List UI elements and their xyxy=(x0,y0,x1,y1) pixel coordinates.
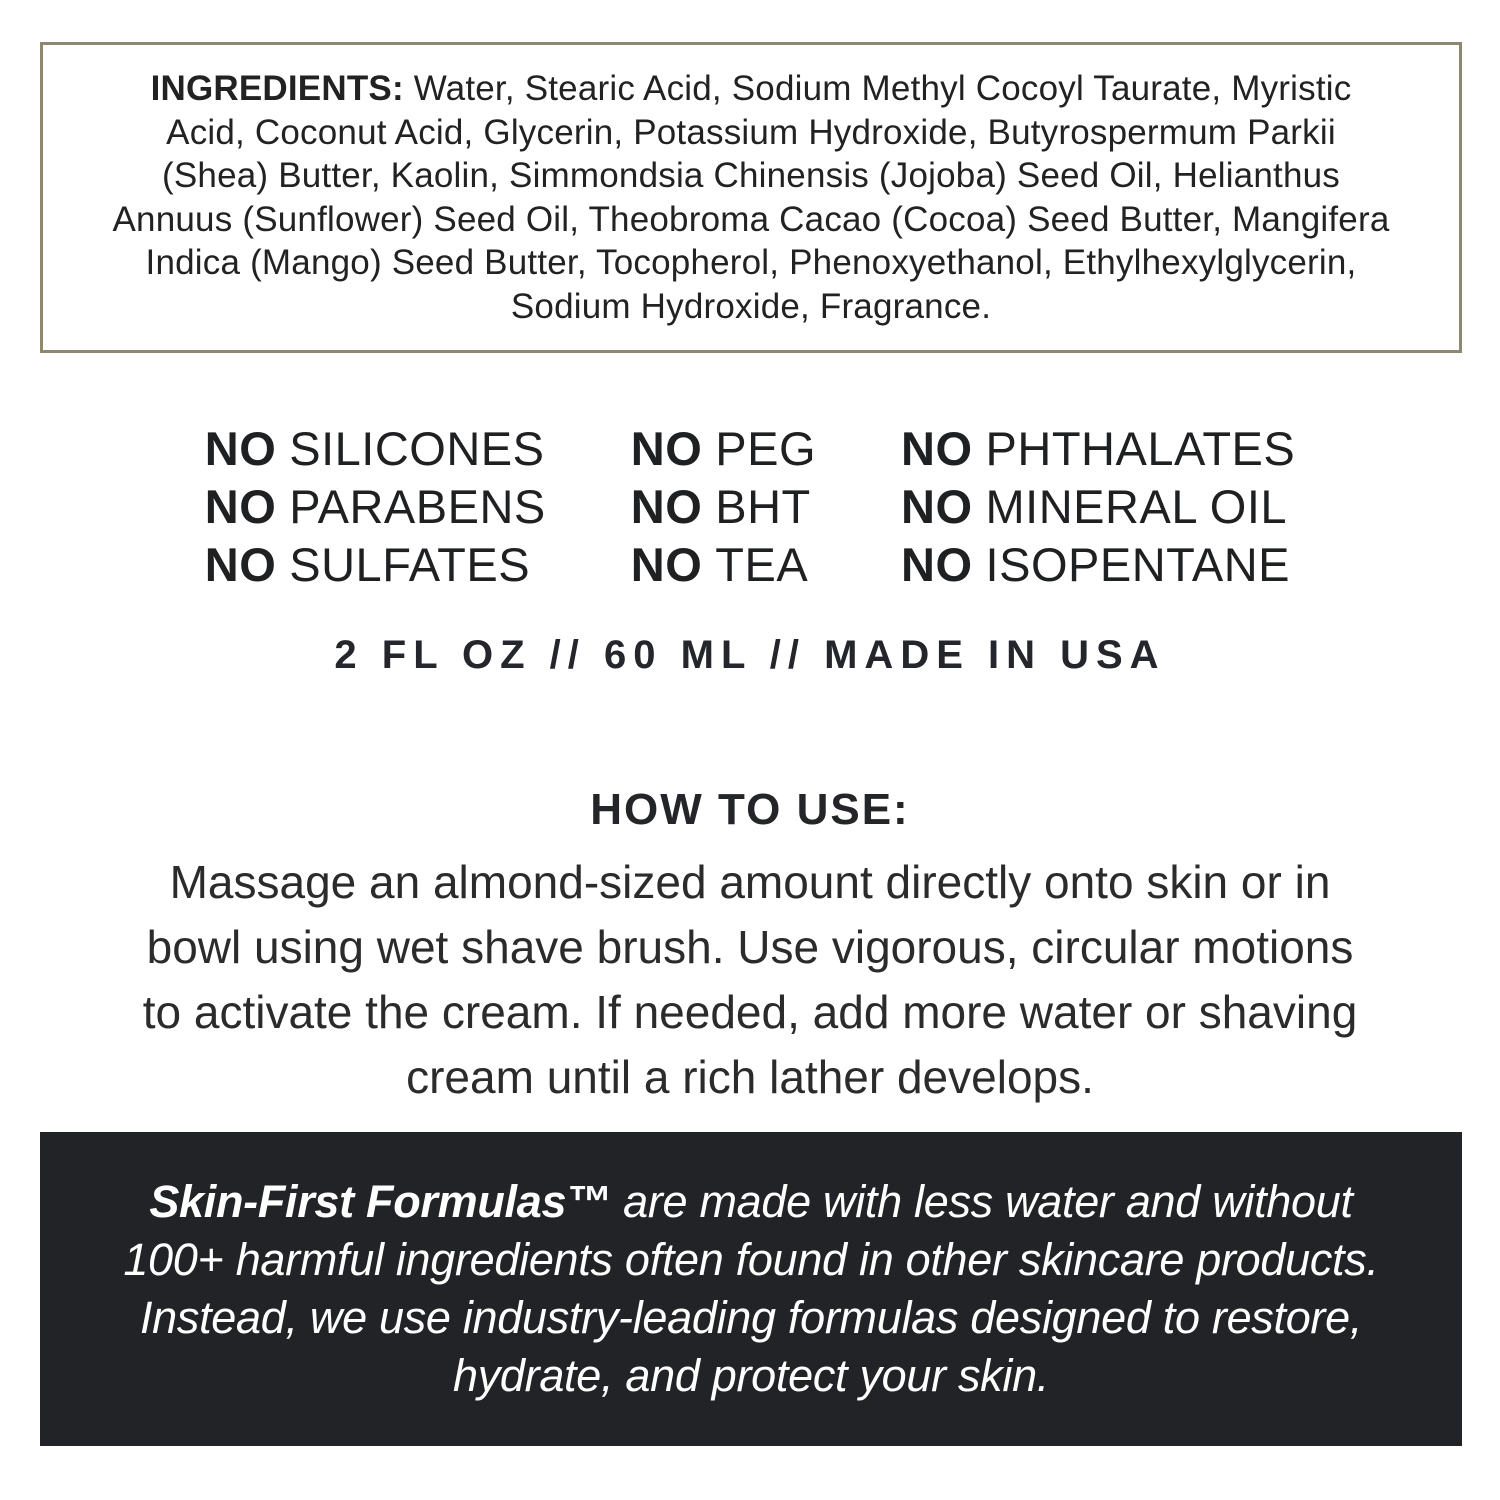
claim-no-label: NO xyxy=(204,538,277,591)
claim-term: ISOPENTANE xyxy=(985,538,1290,591)
claim-term: PARABENS xyxy=(289,480,546,533)
ingredients-line: Sodium Hydroxide, Fragrance. xyxy=(510,286,992,326)
ingredients-line: Annuus (Sunflower) Seed Oil, Theobroma Cacao (Cocoa) Seed Butter, Mangifera xyxy=(112,199,1390,239)
how-to-use-line: to activate the cream. If needed, add more water or shaving xyxy=(142,986,1358,1038)
how-to-use-instructions xyxy=(0,850,1500,1110)
claim-no-sulfates xyxy=(205,536,530,594)
claim-term: SULFATES xyxy=(289,538,531,591)
ingredients-line-text: Water, Stearic Acid, Sodium Methyl Cocoyl Taurate, Myristic xyxy=(403,69,1352,108)
claim-term: MINERAL OIL xyxy=(985,480,1288,533)
ingredients-line: (Shea) Butter, Kaolin, Simmondsia Chinensis (Jojoba) Seed Oil, Helianthus xyxy=(162,156,1340,195)
claim-no-tea xyxy=(631,536,808,594)
how-to-use-line: Massage an almond-sized amount directly onto skin or in xyxy=(169,856,1331,908)
claim-no-label: NO xyxy=(630,538,703,591)
ingredients-line xyxy=(81,67,1421,111)
how-to-use-heading: HOW TO USE: xyxy=(590,785,910,834)
ingredients-line: Acid, Coconut Acid, Glycerin, Potassium Hydroxide, Butyrospermum Parkii xyxy=(166,112,1336,152)
skin-first-line xyxy=(60,1173,1442,1231)
skin-first-line-text: are made with less water and without xyxy=(610,1176,1353,1227)
claim-term: SILICONES xyxy=(289,422,545,475)
claim-no-parabens xyxy=(205,478,546,536)
claim-term: TEA xyxy=(715,538,809,591)
claim-no-isopentane xyxy=(901,536,1290,594)
claim-no-silicones xyxy=(205,420,545,478)
claim-term: PHTHALATES xyxy=(985,422,1296,475)
ingredients-heading: INGREDIENTS: xyxy=(150,69,404,108)
claim-no-label: NO xyxy=(630,480,703,533)
claim-no-label: NO xyxy=(204,422,277,475)
claim-no-label: NO xyxy=(901,480,973,533)
free-of-claims-grid xyxy=(0,420,1500,594)
claim-no-mineral-oil xyxy=(901,478,1287,536)
skin-first-line: Instead, we use industry-leading formulas designed to restore, xyxy=(139,1292,1363,1343)
claim-no-label: NO xyxy=(901,538,973,591)
claim-term: PEG xyxy=(715,422,817,475)
how-to-use-line: bowl using wet shave brush. Use vigorous, circular motions xyxy=(146,921,1354,973)
how-to-use-line: cream until a rich lather develops. xyxy=(406,1051,1094,1103)
claim-no-phthalates xyxy=(901,420,1295,478)
ingredients-panel xyxy=(40,42,1462,353)
skin-first-line: hydrate, and protect your skin. xyxy=(452,1350,1050,1401)
skin-first-line: 100+ harmful ingredients often found in other skincare products. xyxy=(123,1234,1379,1285)
size-and-origin-line: 2 FL OZ // 60 ML // MADE IN USA xyxy=(334,633,1166,677)
ingredients-line: Indica (Mango) Seed Butter, Tocopherol, Phenoxyethanol, Ethylhexylglycerin, xyxy=(145,243,1357,282)
claim-no-label: NO xyxy=(204,480,277,533)
claim-no-bht xyxy=(631,478,811,536)
skin-first-formulas-panel xyxy=(40,1132,1462,1446)
claim-no-peg xyxy=(631,420,816,478)
claim-no-label: NO xyxy=(630,422,703,475)
claim-term: BHT xyxy=(715,480,811,533)
skin-first-trademark: Skin-First Formulas™ xyxy=(149,1176,611,1227)
claim-no-label: NO xyxy=(901,422,973,475)
